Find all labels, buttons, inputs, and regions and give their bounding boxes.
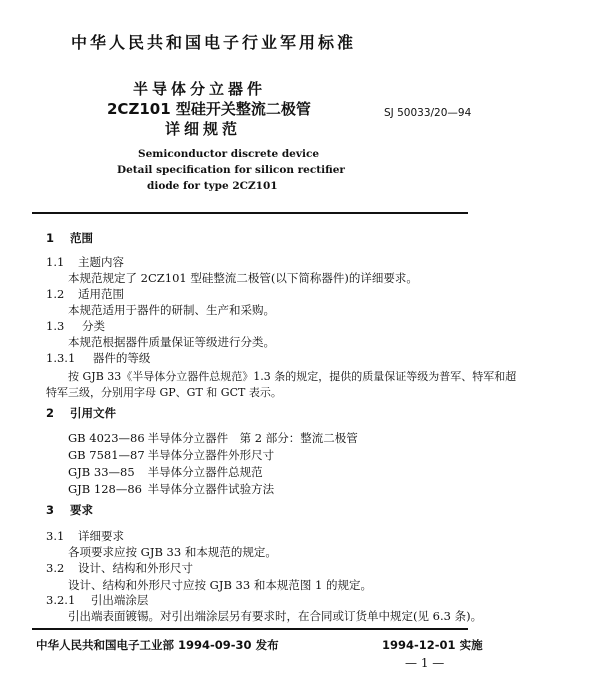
section-number: 3.1 (46, 529, 65, 543)
reference-title: 半导体分立器件总规范 (147, 465, 263, 479)
issued-by: 中华人民共和国电子工业部 1994-09-30 发布 (36, 638, 279, 652)
section-2-heading (46, 405, 116, 421)
section-title: 范围 (70, 231, 94, 245)
section-title: 引用文件 (70, 406, 117, 420)
industry-standard-title: 中华人民共和国电子行业军用标准 (71, 33, 357, 52)
english-title-line3: diode for type 2CZ101 (147, 180, 278, 192)
section-title: 分类 (81, 319, 105, 333)
section-number: 2 (46, 406, 55, 420)
header-divider (32, 212, 468, 214)
doc-title-line2: 2CZ101 型硅开关整流二极管 (107, 100, 311, 118)
section-1-3-1-text-line2: 特军三级，分别用字母 GP、GT 和 GCT 表示。 (46, 386, 282, 399)
reference-item (68, 447, 274, 463)
section-3-1-heading (46, 528, 124, 544)
section-title: 详细要求 (77, 529, 124, 543)
effective-date: 1994-12-01 实施 (382, 638, 483, 652)
reference-title: 半导体分立器件试验方法 (147, 482, 275, 496)
section-1-2-text: 本规范适用于器件的研制、生产和采购。 (68, 303, 275, 317)
page-number: — 1 — (405, 656, 445, 670)
reference-item (68, 430, 358, 446)
section-title: 器件的等级 (92, 351, 151, 365)
section-number: 3.2.1 (46, 593, 76, 607)
reference-item (68, 464, 263, 480)
section-3-2-1-heading (46, 592, 148, 608)
section-1-3-heading (46, 318, 105, 334)
reference-title: 半导体分立器件外形尺寸 (147, 448, 275, 462)
section-3-2-heading (46, 560, 193, 576)
section-3-2-text: 设计、结构和外形尺寸应按 GJB 33 和本规范图 1 的规定。 (68, 578, 372, 592)
section-title: 设计、结构和外形尺寸 (77, 561, 193, 575)
section-1-3-text: 本规范根据器件质量保证等级进行分类。 (68, 335, 275, 349)
reference-code: GJB 33—85 (68, 465, 135, 479)
reference-title: 半导体分立器件 第 2 部分：整流二极管 (147, 431, 358, 445)
section-1-3-1-text-line1: 按 GJB 33《半导体分立器件总规范》1.3 条的规定，提供的质量保证等级为普军、特军和超 (68, 370, 517, 383)
section-3-1-text: 各项要求应按 GJB 33 和本规范的规定。 (68, 545, 277, 559)
section-number: 1 (46, 231, 55, 245)
section-number: 1.3.1 (46, 351, 76, 365)
section-1-3-1-heading (46, 350, 150, 366)
section-3-2-1-text: 引出端表面镀锡。对引出端涂层另有要求时，在合同或订货单中规定(见 6.3 条)。 (68, 609, 483, 623)
english-title-line2: Detail specification for silicon rectifier (117, 164, 345, 176)
english-title-line1: Semiconductor discrete device (138, 148, 320, 160)
doc-title-line1: 半导体分立器件 (133, 80, 267, 98)
footer-divider (32, 628, 468, 630)
doc-title-line3: 详细规范 (165, 120, 242, 138)
section-3-heading (46, 502, 93, 518)
section-title: 主题内容 (77, 255, 124, 269)
section-number: 3.2 (46, 561, 65, 575)
reference-code: GJB 128—86 (68, 482, 142, 496)
section-number: 3 (46, 503, 55, 517)
standard-number: SJ 50033/20—94 (384, 107, 472, 119)
reference-code: GB 7581—87 (68, 448, 145, 462)
section-1-heading (46, 230, 93, 246)
section-number: 1.2 (46, 287, 65, 301)
section-title: 引出端涂层 (90, 593, 149, 607)
section-1-1-text: 本规范规定了 2CZ101 型硅整流二极管(以下简称器件)的详细要求。 (68, 271, 418, 285)
reference-item (68, 481, 274, 497)
section-1-2-heading (46, 286, 124, 302)
section-title: 适用范围 (77, 287, 124, 301)
reference-code: GB 4023—86 (68, 431, 145, 445)
section-title: 要求 (70, 503, 94, 517)
section-1-1-heading (46, 254, 124, 270)
section-number: 1.3 (46, 319, 65, 333)
section-number: 1.1 (46, 255, 65, 269)
